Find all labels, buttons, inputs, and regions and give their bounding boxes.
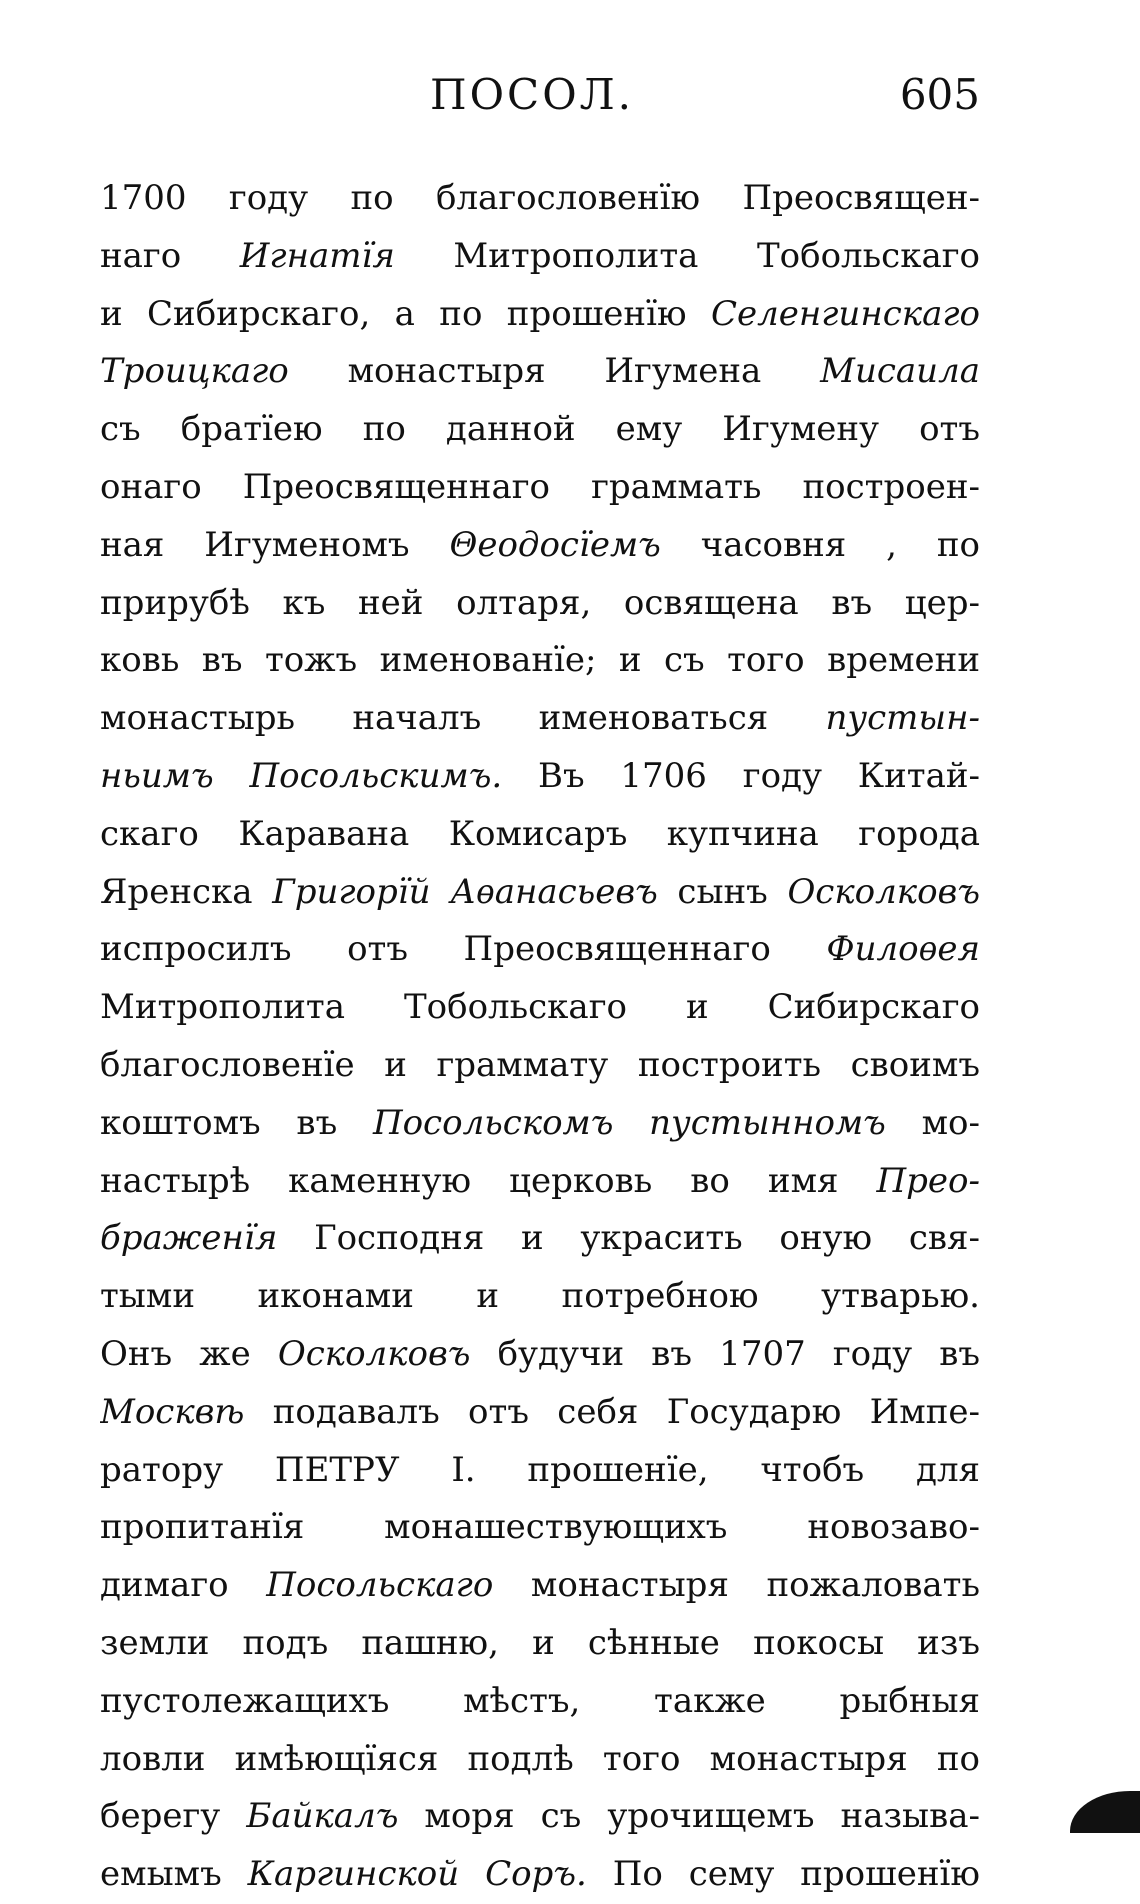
text-segment: мо- <box>885 1102 980 1143</box>
text-segment: емымъ <box>100 1854 248 1895</box>
text-segment: димаго <box>100 1565 267 1606</box>
text-line <box>100 459 980 517</box>
text-line <box>100 1095 980 1153</box>
text-line <box>100 575 980 633</box>
text-segment: Онъ же <box>100 1333 278 1374</box>
text-line <box>100 1499 980 1557</box>
text-segment: ловли имѣющїяся подлѣ того монастыря по <box>100 1738 980 1779</box>
italic-segment: Прео- <box>876 1160 980 1201</box>
text-segment: коштомъ въ <box>100 1102 373 1143</box>
text-segment: часовня , по <box>660 524 980 565</box>
italic-segment: Каргинской Соръ. <box>247 1854 587 1895</box>
italic-segment: Селенгинскаго <box>710 293 980 334</box>
text-segment: благословенїе и граммату построить своимъ <box>100 1044 980 1085</box>
text-segment: Митрополита Тобольскаго и Сибирскаго <box>100 987 980 1028</box>
text-line <box>100 806 980 864</box>
text-segment: моря съ урочищемъ называ- <box>398 1796 980 1837</box>
text-segment: земли подъ пашню, и сѣнные покосы изъ <box>100 1622 980 1663</box>
italic-segment: Посольскаго <box>266 1565 494 1606</box>
italic-segment: Байкалъ <box>246 1796 399 1837</box>
italic-segment: Троицкаго <box>100 351 289 392</box>
page-number: 605 <box>899 70 980 119</box>
text-line <box>100 748 980 806</box>
text-line <box>100 864 980 922</box>
running-head <box>100 70 980 130</box>
text-line <box>100 517 980 575</box>
text-line <box>100 1153 980 1211</box>
text-line <box>100 1788 980 1846</box>
italic-segment: Григорїй Аѳанасьевъ <box>272 871 658 912</box>
text-segment: скаго Каравана Комисаръ купчина города <box>100 813 980 854</box>
text-segment: монастыря пожаловать <box>493 1565 980 1606</box>
running-title: ПОСОЛ. <box>430 70 635 119</box>
text-segment: испросилъ отъ Преосвященнаго <box>100 929 827 970</box>
italic-segment: Игнатїя <box>239 235 395 276</box>
italic-segment: пустын- <box>825 698 980 739</box>
text-segment: Господня и украсить оную свя- <box>277 1218 980 1259</box>
italic-segment: Θеодосїемъ <box>449 524 661 565</box>
text-line <box>100 1210 980 1268</box>
text-segment: прирубѣ къ ней олтаря, освящена въ цер- <box>100 582 980 623</box>
text-segment: будучи въ 1707 году въ <box>470 1333 980 1374</box>
text-line <box>100 343 980 401</box>
text-line <box>100 690 980 748</box>
text-segment: тыми иконами и потребною утварью. <box>100 1276 980 1317</box>
text-segment: настырѣ каменную церковь во имя <box>100 1160 877 1201</box>
italic-segment: Филоѳея <box>826 929 980 970</box>
text-segment: подавалъ отъ себя Государю Импе- <box>244 1391 980 1432</box>
body-text <box>100 170 980 1904</box>
text-segment: и Сибирскаго, а по прошенїю <box>100 293 711 334</box>
text-line <box>100 1326 980 1384</box>
text-line <box>100 1846 980 1904</box>
text-segment: монастыря Игумена <box>288 351 821 392</box>
text-line <box>100 1442 980 1500</box>
text-segment: Въ 1706 году Китай- <box>502 755 980 796</box>
text-line <box>100 1673 980 1731</box>
text-segment: ковь въ тожъ именованїе; и съ того времени <box>100 640 980 681</box>
text-line <box>100 979 980 1037</box>
italic-segment: Москвѣ <box>100 1391 245 1432</box>
text-segment: онаго Преосвященнаго граммать построен- <box>100 466 980 507</box>
text-line <box>100 1037 980 1095</box>
text-segment: монастырь началъ именоваться <box>100 698 826 739</box>
italic-segment: Осколковъ <box>277 1333 471 1374</box>
text-segment: берегу <box>100 1796 247 1837</box>
text-segment: ная Игуменомъ <box>100 524 450 565</box>
text-line <box>100 1268 980 1326</box>
text-line <box>100 401 980 459</box>
text-segment: 1700 году по благословенїю Преосвящен- <box>100 178 980 218</box>
text-segment: съ братїею по данной ему Игумену отъ <box>100 409 980 450</box>
text-line <box>100 632 980 690</box>
text-line <box>100 1615 980 1673</box>
text-segment: пустолежащихъ мѣстъ, также рыбныя <box>100 1680 980 1721</box>
italic-segment: Посольскомъ пустынномъ <box>372 1102 886 1143</box>
text-segment: По сему прошенїю <box>586 1854 980 1895</box>
italic-segment: Мисаила <box>820 351 980 392</box>
text-line <box>100 921 980 979</box>
ink-blot <box>1070 1791 1140 1833</box>
text-line <box>100 228 980 286</box>
text-line <box>100 1384 980 1442</box>
text-segment: наго <box>100 235 240 276</box>
text-segment: Яренска <box>100 871 273 912</box>
text-segment: Митрополита Тобольскаго <box>394 235 980 276</box>
text-segment: ратору ПЕТРУ I. прошенїе, чтобъ для <box>100 1449 980 1490</box>
text-line <box>100 170 980 228</box>
text-line <box>100 1731 980 1789</box>
italic-segment: браженїя <box>100 1218 278 1259</box>
text-line <box>100 1557 980 1615</box>
text-line <box>100 286 980 344</box>
text-segment: сынъ <box>657 871 788 912</box>
italic-segment: ньимъ Посольскимъ. <box>100 755 503 796</box>
text-segment: пропитанїя монашествующихъ новозаво- <box>100 1507 980 1548</box>
italic-segment: Осколковъ <box>787 871 980 912</box>
